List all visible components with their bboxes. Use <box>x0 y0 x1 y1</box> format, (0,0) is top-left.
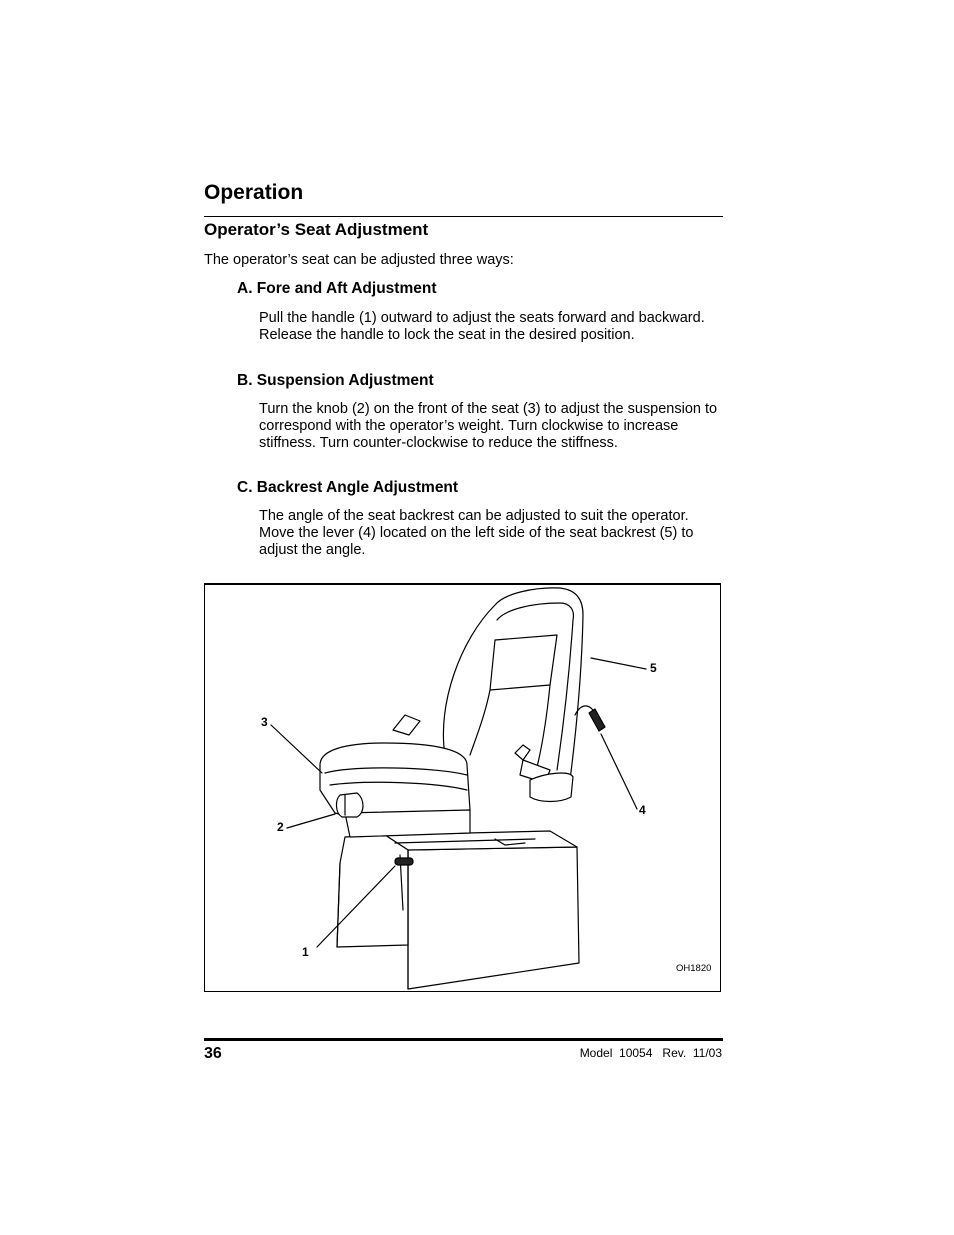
callout-3: 3 <box>261 715 268 729</box>
page-number: 36 <box>204 1045 222 1062</box>
header-rule <box>204 216 723 217</box>
intro-text: The operator’s seat can be adjusted three ways: <box>204 252 514 268</box>
item-c-text: The angle of the seat backrest can be adjusted to suit the operator. Move the lever (4) located on the left side of the seat backrest (5) to adjust the angle. <box>259 508 694 558</box>
figure-id: OH1820 <box>676 963 712 974</box>
callout-5: 5 <box>650 661 657 675</box>
item-b-heading: B. Suspension Adjustment <box>237 372 434 389</box>
callout-2: 2 <box>277 820 284 834</box>
subsection-title: Operator’s Seat Adjustment <box>204 220 429 239</box>
callout-1: 1 <box>302 945 309 959</box>
item-a-text: Pull the handle (1) outward to adjust the seats forward and backward. Release the handle to lock the seat in the desired position. <box>259 310 705 343</box>
operator-seat-illustration <box>205 585 720 992</box>
seat-figure <box>204 583 721 992</box>
item-b-text: Turn the knob (2) on the front of the seat (3) to adjust the suspension to correspond with the operator’s weight. Turn clockwise to increase stiffness. Turn counter-clockwise to reduce the stiffness. <box>259 401 718 451</box>
callout-4: 4 <box>639 803 646 817</box>
footer-rule <box>204 1038 723 1041</box>
section-title: Operation <box>204 181 304 204</box>
item-a-heading: A. Fore and Aft Adjustment <box>237 280 437 297</box>
model-revision: Model 10054 Rev. 11/03 <box>579 1046 722 1060</box>
item-c-heading: C. Backrest Angle Adjustment <box>237 479 459 496</box>
